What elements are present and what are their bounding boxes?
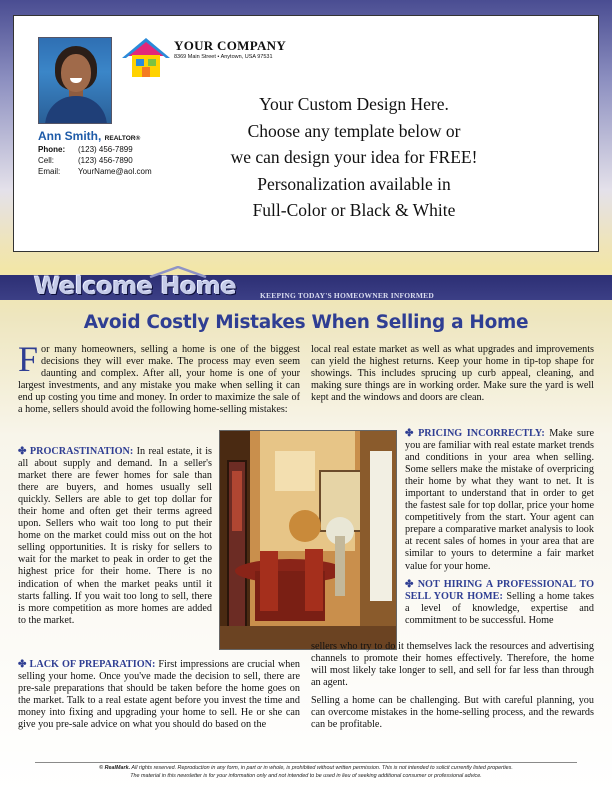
agent-name [38,129,140,143]
closing-paragraph: Selling a home can be challenging. But with careful planning, you can overcome mistakes in the home-selling process, and the rewards can be profitable. [311,695,594,731]
preparation-heading: ✤ LACK OF PREPARATION: [18,659,156,670]
personalization-box [13,15,599,252]
house-logo-icon [122,36,170,80]
professional-heading: ✤ NOT HIRING A PROFESSIONAL TO SELL YOUR HOME: [405,578,594,602]
custom-line: Personalization available in [257,173,451,194]
professional-continued: sellers who try to do it themselves lack the resources and advertising channels to promote their homes effectively. Therefore, the home will most likely take longer to sell, and sell for far less than through an agent. [311,641,594,689]
pricing-heading: ✤ PRICING INCORRECTLY: [405,428,545,439]
dining-room-photo [219,430,397,650]
contact-list [38,144,152,177]
procrastination-heading: ✤ PROCRASTINATION: [18,446,134,457]
dining-room-illustration [220,431,397,650]
custom-line: Full-Color or Black & White [252,200,456,220]
article-headline: Avoid Costly Mistakes When Selling a Home [83,312,529,333]
masthead [0,266,612,302]
section-closing [311,641,594,731]
custom-design-message [194,91,514,224]
masthead-tagline: KEEPING TODAY'S HOMEOWNER INFORMED [260,291,434,300]
company-address: 8369 Main Street • Anytown, USA 97531 [174,54,273,60]
section-pricing: ✤ PRICING INCORRECTLY: Make sure you are familiar with real estate market trends and conditions in your area when selling. Some sellers make the mistake of overpricing their home by what they want to net. It is important to understand that in order to get the fastest sale for top dollar, price your home competitively from the start. Your agent can prepare a comparative market analysis to look at recent sales of homes in your area that are similar to yours to determine a fair market value for your home. ✤ NOT HIRING A PROFESSIONAL TO SELL YOUR HOME: Selling a home takes a level of knowledge, expertise and commitment to be successful. Home [405,428,595,626]
agent-photo [38,37,112,124]
contact-cell: Cell: (123) 456-7890 [38,156,133,165]
contact-phone: Phone: (123) 456-7899 [38,145,133,154]
custom-line: we can design your idea for FREE! [230,147,478,167]
agent-title: REALTOR® [104,135,141,142]
preparation-continued: local real estate market as well as what upgrades and improvements can yield the highest returns. Keep your home in tip-top shape for showings. This includes sprucing up curb appeal, cleaning, and making sure things are in working order. Make sure the yard is well kept and the windows and doors are clean. [311,344,594,404]
section-procrastination: ✤ PROCRASTINATION: In real estate, it is all about supply and demand. In a seller's market there are fewer homes for sale than there are buyers, and homes usually sell quickly. Sellers are able to get top dollar for their home and often get their terms agreed upon. Sellers who wait too long to put their home on the market could miss out on the hot selling opportunities. It is risky for sellers to wait for the market to peak in order to get the highest price for their home. There is no indication of when the market peaks until it starts falling. If you wait too long to sell, there is more competition as more homes are added to the market. [18,446,212,626]
footer [0,764,612,780]
agent-name-text: Ann Smith, [38,129,102,143]
masthead-title: Welcome Home [34,272,237,300]
custom-line: Your Custom Design Here. [259,94,449,114]
footer-line-2: The material in this newsletter is for your information only and not intended to be used in lieu of seeking additional consumer or professional advice. [130,773,482,779]
custom-line: Choose any template below or [247,120,461,141]
section-professional: ✤ NOT HIRING A PROFESSIONAL TO SELL YOUR HOME: Selling a home takes a level of knowledge, expertise and commitment to be successful. Home [405,578,594,626]
footer-divider [35,762,577,763]
company-name: YOUR COMPANY [174,38,287,53]
drop-cap: F [18,339,39,379]
footer-line-1: © RealMark. All rights reserved. Reproduction in any form, in part or in whole, is prohibited without written permission. This is not intended to solicit currently listed properties. [99,765,513,771]
article-intro: For many homeowners, selling a home is one of the biggest decisions they will ever make. The process may even seem daunting and complex. After all, your home is one of your largest investments, and any mistake you make when selling it can end up costing you time and money. In order to maximize the sale of a home, sellers should avoid the following home-selling mistakes: [18,339,300,416]
contact-email: Email: YourName@aol.com [38,167,152,176]
section-preparation: ✤ LACK OF PREPARATION: First impressions are crucial when selling your home. Once you've made the decision to sell, there are pre-sale preparations that should be taken before the home goes on the market. Talk to a real estate agent before you invest the time and money into fixing and upgrading your home to sell. He or she can give you pre-sale advice on what you should do based on the [18,659,301,731]
